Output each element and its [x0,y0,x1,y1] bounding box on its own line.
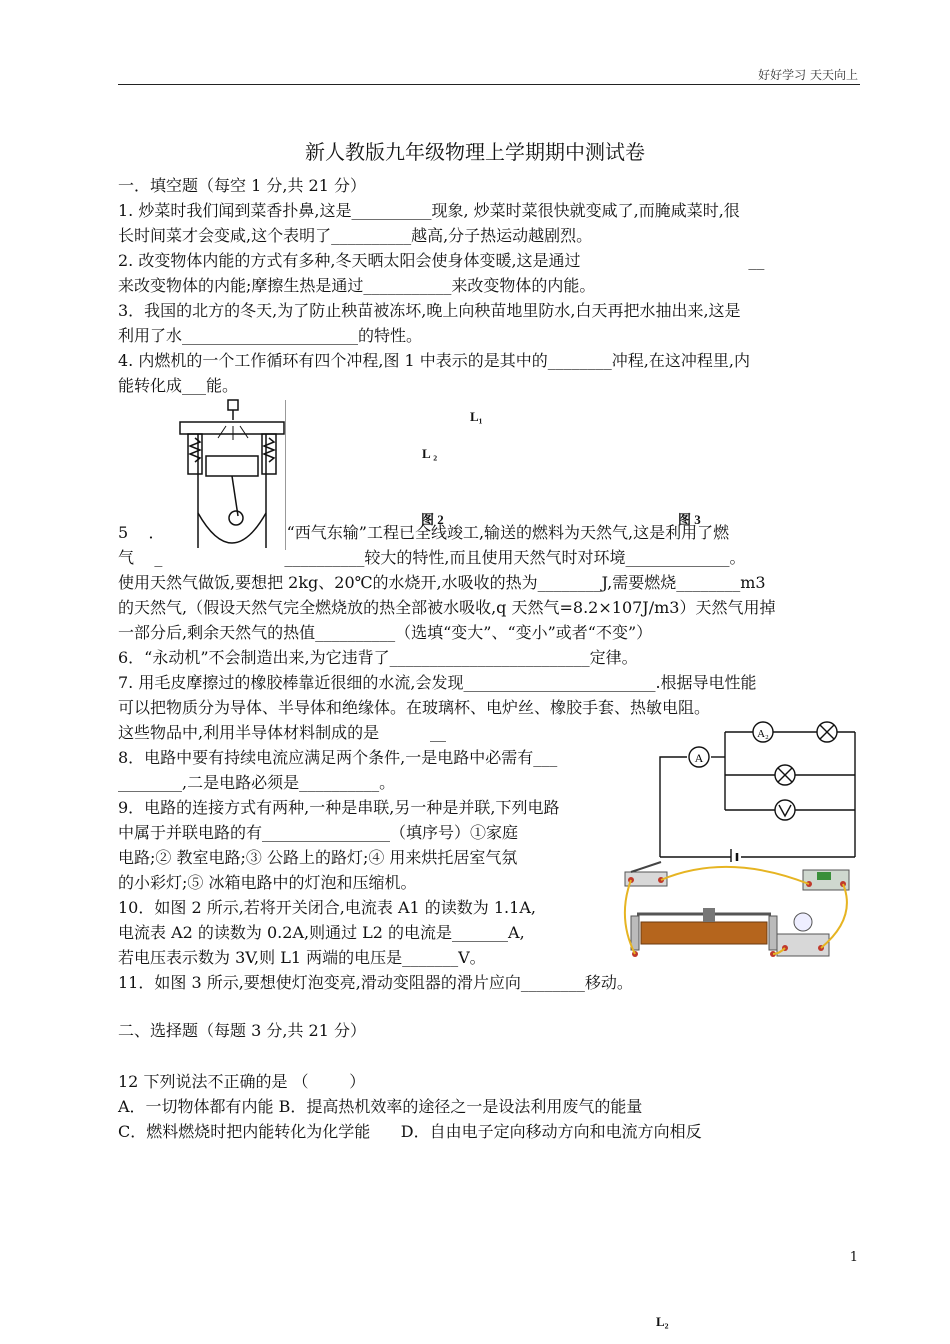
page-number: 1 [849,1250,858,1265]
page-title: 新人教版九年级物理上学期期中测试卷 [305,140,645,164]
circuit-diagram [655,720,865,862]
fig3-label: 图 3 [678,512,701,527]
q4-line2: 能转化成___能。 [118,376,239,395]
q2-line1: 2. 改变物体内能的方式有多种,冬天晒太阳会使身体变暖,这是通过 __ [118,251,765,270]
q5-line5: 一部分后,剩余天然气的热值__________（选填“变大”、“变小”或者“不变”） [118,623,653,642]
q5-line4: 的天然气,（假设天然气完全燃烧放的热全部被水吸收,q 天然气=8.2×107J/m3）天然气用掉 [118,598,776,617]
q9-line3: 电路;② 教室电路;③ 公路上的路灯;④ 用来烘托居室气氛 [118,848,518,867]
q10-line2: 电流表 A2 的读数为 0.2A,则通过 L2 的电流是_______A, [118,923,525,942]
q10-line3: 若电压表示数为 3V,则 L1 两端的电压是_______V。 [118,948,486,967]
q9-line1: 9．电路的连接方式有两种,一种是串联,另一种是并联,下列电路 [118,798,560,817]
q8-line2: ________,二是电路必须是__________。 [118,773,396,792]
l2-bottom-label: L₂ [656,1314,669,1329]
q10-line1: 10．如图 2 所示,若将开关闭合,电流表 A1 的读数为 1.1A, [118,898,536,917]
section2-q12 [118,1069,862,1144]
q5-line3: 使用天然气做饭,要想把 2kg、20℃的水烧开,水吸收的热为________J,需要燃烧________m3 [118,573,766,592]
section2-heading: 二、选择题（每题 3 分,共 21 分） [118,1021,366,1040]
q3-line1: 3．我国的北方的冬天,为了防止秧苗被冻坏,晚上向秧苗地里防水,白天再把水抽出来,这是 [118,301,741,320]
q2-line2: 来改变物体的内能;摩擦生热是通过___________来改变物体的内能。 [118,276,596,295]
section1-middle [118,520,862,745]
section1-heading: 一．填空题（每空 1 分,共 21 分） [118,176,366,195]
q5-line2: 气 _ __________较大的特性,而且使用天然气时对环境_____________。 [118,548,746,567]
q8-line1: 8．电路中要有持续电流应满足两个条件,一是电路中必需有___ [118,748,558,767]
a2-meter-text: A₂ [757,728,769,740]
q12-stem: 12 下列说法不正确的是 （ ） [118,1072,366,1091]
q1-line2: 长时间菜才会变咸,这个表明了__________越高,分子热运动越剧烈。 [118,226,593,245]
a1-meter-text: A [694,751,704,765]
q7-line2: 可以把物质分为导体、半导体和绝缘体。在玻璃杯、电炉丝、橡胶手套、热敏电阻。 [118,698,711,717]
q6-line1: 6．“永动机”不会制造出来,为它违背了_________________________定律。 [118,648,638,667]
q5-line1: 5 ． “西气东输”工程已全线竣工,输送的燃料为天然气,这是利用了燃 [118,523,730,542]
apparatus-figure [617,858,857,968]
l1-label: L₁ [470,409,483,424]
section1-top [118,173,862,398]
q7-line3: 这些物品中,利用半导体材料制成的是 __ [118,723,446,742]
q12-option-ab: A．一切物体都有内能 B．提高热机效率的途径之一是设法利用废气的能量 [118,1097,643,1116]
q12-option-cd: C．燃料燃烧时把内能转化为化学能 D．自由电子定向移动方向和电流方向相反 [118,1122,702,1141]
q1-line1: 1. 炒菜时我们闻到菜香扑鼻,这是__________现象, 炒菜时菜很快就变咸了,而腌咸菜时,很 [118,201,740,220]
fig2-label: 图 2 [421,512,444,527]
section2-heading-block [118,1018,862,1043]
q9-line2: 中属于并联电路的有________________（填序号）①家庭 [118,823,519,842]
l2-label: L ₂ [422,446,438,461]
q4-line1: 4. 内燃机的一个工作循环有四个冲程,图 1 中表示的是其中的________冲程,在这冲程里,内 [118,351,750,370]
header-slogan: 好好学习 天天向上 [758,68,858,82]
q11-line1: 11．如图 3 所示,要想使灯泡变亮,滑动变阻器的滑片应向________移动。 [118,973,633,992]
q3-line2: 利用了水______________________的特性。 [118,326,423,345]
q7-line1: 7. 用毛皮摩擦过的橡胶棒靠近很细的水流,会发现________________________.根据导电性能 [118,673,757,692]
q9-line4: 的小彩灯;⑤ 冰箱电路中的灯泡和压缩机。 [118,873,417,892]
header-rule [118,84,860,85]
